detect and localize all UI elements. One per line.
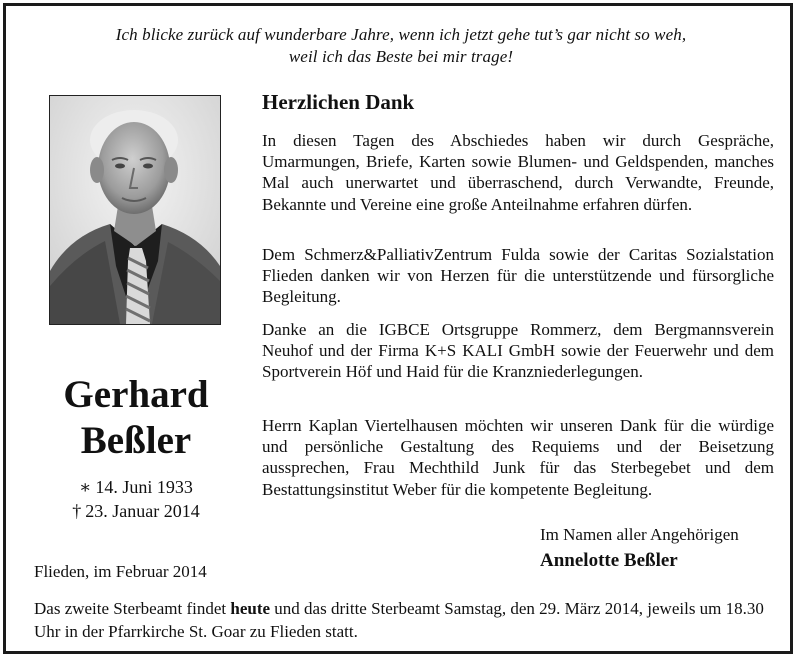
notice-text-end: und das dritte Sterbeamt Samstag, den 29. März 2014, jeweils um 18.30 Uhr in der Pfarrkirche St. Goar zu Flieden statt.	[34, 599, 764, 641]
deceased-last-name: Beßler	[80, 419, 192, 462]
mass-notice	[34, 597, 774, 643]
obituary-card	[3, 3, 793, 654]
place-and-date: Flieden, im Februar 2014	[34, 562, 207, 581]
quote-line-1: Ich blicke zurück auf wunderbare Jahre, wenn ich jetzt gehe tut’s gar nicht so weh,	[115, 25, 687, 44]
death-cross-symbol: †	[72, 501, 82, 521]
thanks-paragraph: Herrn Kaplan Viertelhausen möchten wir unseren Dank für die würdige und persönliche Gestaltung des Requiems und der Beisetzung aussprechen, Frau Mechthild Junk für das Sterbegebet und dem Bestattungsinstitut Weber für die kompetente Begleitung.	[262, 416, 774, 499]
signer-name: Annelotte Beßler	[540, 550, 678, 571]
notice-emphasis: heute	[230, 599, 271, 618]
signoff-line: Im Namen aller Angehörigen	[540, 525, 739, 544]
portrait-photo	[49, 95, 221, 325]
thanks-paragraph: In diesen Tagen des Abschiedes haben wir durch Gespräche, Umarmungen, Briefe, Karten sowie Blumen- und Geldspenden, manches Mal auch unerwartet und überraschend, durch Verwandte, Freunde, Bekannte und Vereine eine große Anteilnahme erfahren dürfen.	[262, 131, 774, 214]
notice-text-start: Das zweite Sterbeamt findet	[34, 599, 231, 618]
memorial-quote	[6, 24, 796, 68]
death-date-text: 23. Januar 2014	[85, 501, 200, 521]
birth-date	[26, 476, 246, 498]
thanks-paragraph: Danke an die IGBCE Ortsgruppe Rommerz, dem Bergmannsverein Neuhof und der Firma K+S KALI GmbH sowie der Feuerwehr und dem Sportverein Höf und Haid für die Kranzniederlegungen.	[262, 320, 774, 382]
death-date	[26, 500, 246, 522]
quote-line-2: weil ich das Beste bei mir trage!	[288, 47, 514, 66]
deceased-first-name: Gerhard	[63, 373, 209, 416]
birth-date-text: 14. Juni 1933	[95, 477, 193, 497]
thanks-paragraph: Dem Schmerz&PalliativZentrum Fulda sowie der Caritas Sozialstation Flieden danken wir von Herzen für die unterstützende und fürsorgliche Begleitung.	[262, 245, 774, 307]
thanks-heading: Herzlichen Dank	[262, 90, 415, 114]
birth-symbol: ∗	[79, 477, 92, 497]
